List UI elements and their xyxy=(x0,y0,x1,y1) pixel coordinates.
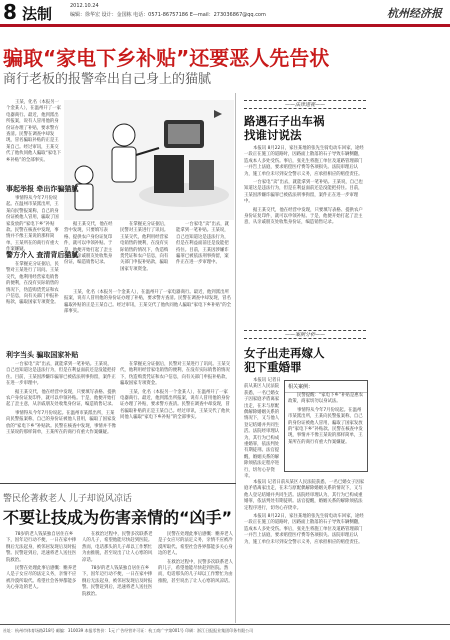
section-body xyxy=(6,362,116,470)
second-paragraph: 78岁的老人钱某独自居住在乡下，因年迈行动不便，一日在家中摔倒后无法起身，被邻居发现后及时报警。民警赶到后，迅速将老人送往医院救治。 xyxy=(82,566,153,597)
header-rule xyxy=(0,24,450,27)
section-body xyxy=(6,196,62,253)
sidebar-paragraph-3: 据王某交代，他在经营中发现，只要填写表格、提供农户身份证复印件，就可以申领补贴。于是，他便开始打起了歪主意，从亲戚朋友处收集身份证，编造销售记录。 xyxy=(244,207,363,226)
section-paragraph: 事情得从今年7月份说起。在温州市某派出所，王某向民警报案称，自己的身份证被他人冒用，骗取了国家发放的“家电下乡”补贴款。民警在核查中发现，事情并不像王某说的那样简单，王某所在的商行有重大作案嫌疑。 xyxy=(6,410,116,436)
lead-title: 骗取“家电下乡补贴”还要恶人先告状 xyxy=(3,46,330,70)
footer: 社址：杭州市体育场路218号 邮编：310039 本报零售价：1元 广告经营许可证：杭工商广字第001号 印刷：浙江日报报业集团印务有限公司 xyxy=(0,624,450,640)
mid-paragraph-2: 在掌握充分证据后，民警对王某进行了讯问。王某交代，他利用经营家电销售的便利，在没有实际销售的情况下，伪造购货凭证和农户信息，向有关部门申报补贴款，骗取国家专项资金。 xyxy=(120,222,169,272)
related-case-label: 相关案例： xyxy=(285,381,367,393)
second-column-3 xyxy=(158,532,234,624)
second-subtitle: 警民伦著救老人 儿子却说风凉话 xyxy=(3,494,132,504)
sidebar-paragraph-2: 本报讯 8月22日，家住某地的张先生骑电动车回家，途经一段正在施工的道路时，因路面上散落的石子导致车辆侧翻，造成本人多处受伤。事后，张先生将施工单位及道路管理部门一并告上法庭，要求赔偿医疗费等各项损失。法院审理后认为，施工单位未尽到安全警示义务，应承担相应的赔偿责任。 xyxy=(244,514,364,545)
section-divider xyxy=(0,483,236,484)
related-case-paragraph: 民警提醒：“家电下乡”补贴是惠农政策，商家切勿以身试法。 xyxy=(288,393,364,405)
paper-name: 杭州经济报 xyxy=(387,7,442,20)
section-heading: 事起举报 牵出诈骗猫腻 xyxy=(6,185,79,193)
related-case-paragraph-2: 事情得从今年7月份说起。在温州市某派出所，王某向民警报案称，自己的身份证被他人冒用，骗取了国家发放的“家电下乡”补贴款。民警在核查中发现，事情并不像王某说的那样简单，王某所在的商行有重大作案嫌疑。 xyxy=(288,407,363,445)
section-paragraph: 据王某交代，他在经营中发现，只要填写表格、提供农户身份证复印件，就可以申领补贴。于是，他便开始打起了歪主意，从亲戚朋友处收集身份证，编造销售记录。 xyxy=(6,389,116,408)
sidebar-story-body-2b xyxy=(244,480,366,620)
masthead xyxy=(0,0,450,24)
intro-paragraph: 王某，化名（本报另一个金某人），在温州开了一家电器商行。最近，他到派出所报案，说有人冒用他的身份证办理了补贴，要求警方查清。民警在调查中却发现，冒名骗取补贴的正是王某自己。经过审讯，王某交代了他伙同他人骗取“家电下乡补贴”的全部事实。 xyxy=(6,100,61,163)
lead-subtitle: 商行老板的报警牵出自己身上的猫腻 xyxy=(3,72,212,87)
section-paragraph: 王某，化名（本报另一个金某人），在温州开了一家电器商行。最近，他到派出所报案，说有人冒用他的身份证办理了补贴，要求警方查清。民警在调查中却发现，冒名骗取补贴的正是王某自己。经过审讯，王某交代了他伙同他人骗取“家电下乡补贴”的全部事实。 xyxy=(120,389,230,421)
sidebar-paragraph: 本报讯 记者日前从某区人民法院获悉，一名已婚女子因家庭矛盾离家出走，在未与原配偶解除婚姻关系的情况下，又与他人登记结婚并共同生活。法院经审理认为，其行为已构成重婚罪，依法判处有期徒刑。法官提醒，婚姻关系的解除须依法定程序进行，切勿心存侥幸。 xyxy=(244,378,281,480)
second-paragraph: 民警在处理此事后感慨：赡养老人是子女应尽的法定义务，亲情不应被冷漠所取代。希望社会各界都能多关心身边的老人。 xyxy=(158,532,233,557)
wide-paragraph: 王某，化名（本报另一个金某人），在温州开了一家电器商行。最近，他到派出所报案，说有人冒用他的身份证办理了补贴，要求警方查清。民警在调查中却发现，冒名骗取补贴的正是王某自己。经过审讯，王某交代了他伙同他人骗取“家电下乡补贴”的全部事实。 xyxy=(64,290,232,315)
second-column-1 xyxy=(6,532,78,624)
sidebar-story-body xyxy=(244,146,366,306)
sidebar-story-title: 路遇石子出车祸 找谁讨说法 xyxy=(244,114,325,142)
sidebar-paragraph: 本报讯 8月22日，家住某地的张先生骑电动车回家，途经一段正在施工的道路时，因路面上散落的石子导致车辆侧翻，造成本人多处受伤。事后，张先生将施工单位及道路管理部门一并告上法庭，要求赔偿医疗费等各项损失。法院审理后认为，施工单位未尽到安全警示义务，应承担相应的赔偿责任。 xyxy=(244,146,364,177)
second-paragraph: 78岁的老人钱某独自居住在乡下，因年迈行动不便，一日在家中摔倒后无法起身，被邻居发现后及时报警。民警赶到后，迅速将老人送往医院救治。 xyxy=(6,532,77,563)
section-heading: 利字当头 骗取国家补贴 xyxy=(6,351,79,359)
section-paragraph: 事情得从今年7月份说起。在温州市某派出所，王某向民警报案称，自己的身份证被他人冒用，骗取了国家发放的“家电下乡”补贴款。民警在核查中发现，事情并不像王某说的那样简单，王某所在的商行有重大作案嫌疑。 xyxy=(6,196,59,253)
wide-body xyxy=(64,290,232,348)
second-column-2 xyxy=(82,532,154,624)
editor-line: 编辑：徐华宏 设计：金国栋 电话：0571-86757186 E—mail：273036867@qq.com xyxy=(70,12,266,18)
sidebar-story-title-2: 女子出走再嫁人 犯下重婚罪 xyxy=(244,346,325,374)
mid-paragraph-3: 一台家电“卖”出去，就能拿到一笔补贴。王某说，自己也知道这是违法行为，但是在利益面前还是没能把持住。目前，王某因涉嫌诈骗罪已被依法刑事拘留，案件正在进一步审理中。 xyxy=(176,222,230,266)
sidebar-paragraph: 本报讯 记者日前从某区人民法院获悉，一名已婚女子因家庭矛盾离家出走，在未与原配偶解除婚姻关系的情况下，又与他人登记结婚并共同生活。法院经审理认为，其行为已构成重婚罪，依法判处有期徒刑。法官提醒，婚姻关系的解除须依法定程序进行，切勿心存侥幸。 xyxy=(244,480,365,511)
section-body xyxy=(6,262,62,344)
second-title: 不要让技成为伤害亲情的“凶手” xyxy=(3,508,233,527)
issue-date: 2012.10.24 xyxy=(70,3,99,9)
sidebar-story-body-2a xyxy=(244,378,282,478)
section-heading: 警方介入 查清背后猫腻 xyxy=(6,251,79,259)
illustration xyxy=(64,100,234,220)
second-paragraph: 民警在处理此事后感慨：赡养老人是子女应尽的法定义务，亲情不应被冷漠所取代。希望社会各界都能多关心身边的老人。 xyxy=(6,566,77,591)
lead-intro xyxy=(6,100,62,182)
sidebar-tag: ——法律透视—— xyxy=(244,100,366,109)
second-paragraph: 在救治过程中，民警多次联系老人的儿子，希望他能尽快赶到医院。然而，电话那头的儿子却以工作繁忙为由推脱，甚至说出了让人心寒的风凉话。 xyxy=(158,559,233,584)
sidebar-paragraph-2: 一台家电“卖”出去，就能拿到一笔补贴。王某说，自己也知道这是违法行为，但是在利益面前还是没能把持住。目前，王某因涉嫌诈骗罪已被依法刑事拘留，案件正在进一步审理中。 xyxy=(244,180,363,205)
mid-paragraph: 据王某交代，他在经营中发现，只要填写表格、提供农户身份证复印件，就可以申领补贴。于是，他便开始打起了歪主意，从亲戚朋友处收集身份证，编造销售记录。 xyxy=(64,222,113,266)
section-name: 法制 xyxy=(22,5,53,23)
section-paragraph: 在掌握充分证据后，民警对王某进行了讯问。王某交代，他利用经营家电销售的便利，在没有实际销售的情况下，伪造购货凭证和农户信息，向有关部门申报补贴款，骗取国家专项资金。 xyxy=(120,362,230,387)
section-body-2 xyxy=(120,362,230,470)
cartoon-illustration xyxy=(64,100,234,220)
page-number: 8 xyxy=(3,0,17,24)
section-paragraph: 在掌握充分证据后，民警对王某进行了讯问。王某交代，他利用经营家电销售的便利，在没有实际销售的情况下，伪造购货凭证和农户信息，向有关部门申报补贴款，骗取国家专项资金。 xyxy=(6,262,59,306)
second-paragraph: 在救治过程中，民警多次联系老人的儿子，希望他能尽快赶到医院。然而，电话那头的儿子却以工作繁忙为由推脱，甚至说出了让人心寒的风凉话。 xyxy=(82,532,153,563)
sidebar-tag-2: ——案例分析—— xyxy=(244,330,366,339)
mid-column-3 xyxy=(176,222,232,284)
mid-column-2 xyxy=(120,222,172,284)
section-paragraph: 一台家电“卖”出去，就能拿到一笔补贴。王某说，自己也知道这是违法行为，但是在利益面前还是没能把持住。目前，王某因涉嫌诈骗罪已被依法刑事拘留，案件正在进一步审理中。 xyxy=(6,362,116,387)
